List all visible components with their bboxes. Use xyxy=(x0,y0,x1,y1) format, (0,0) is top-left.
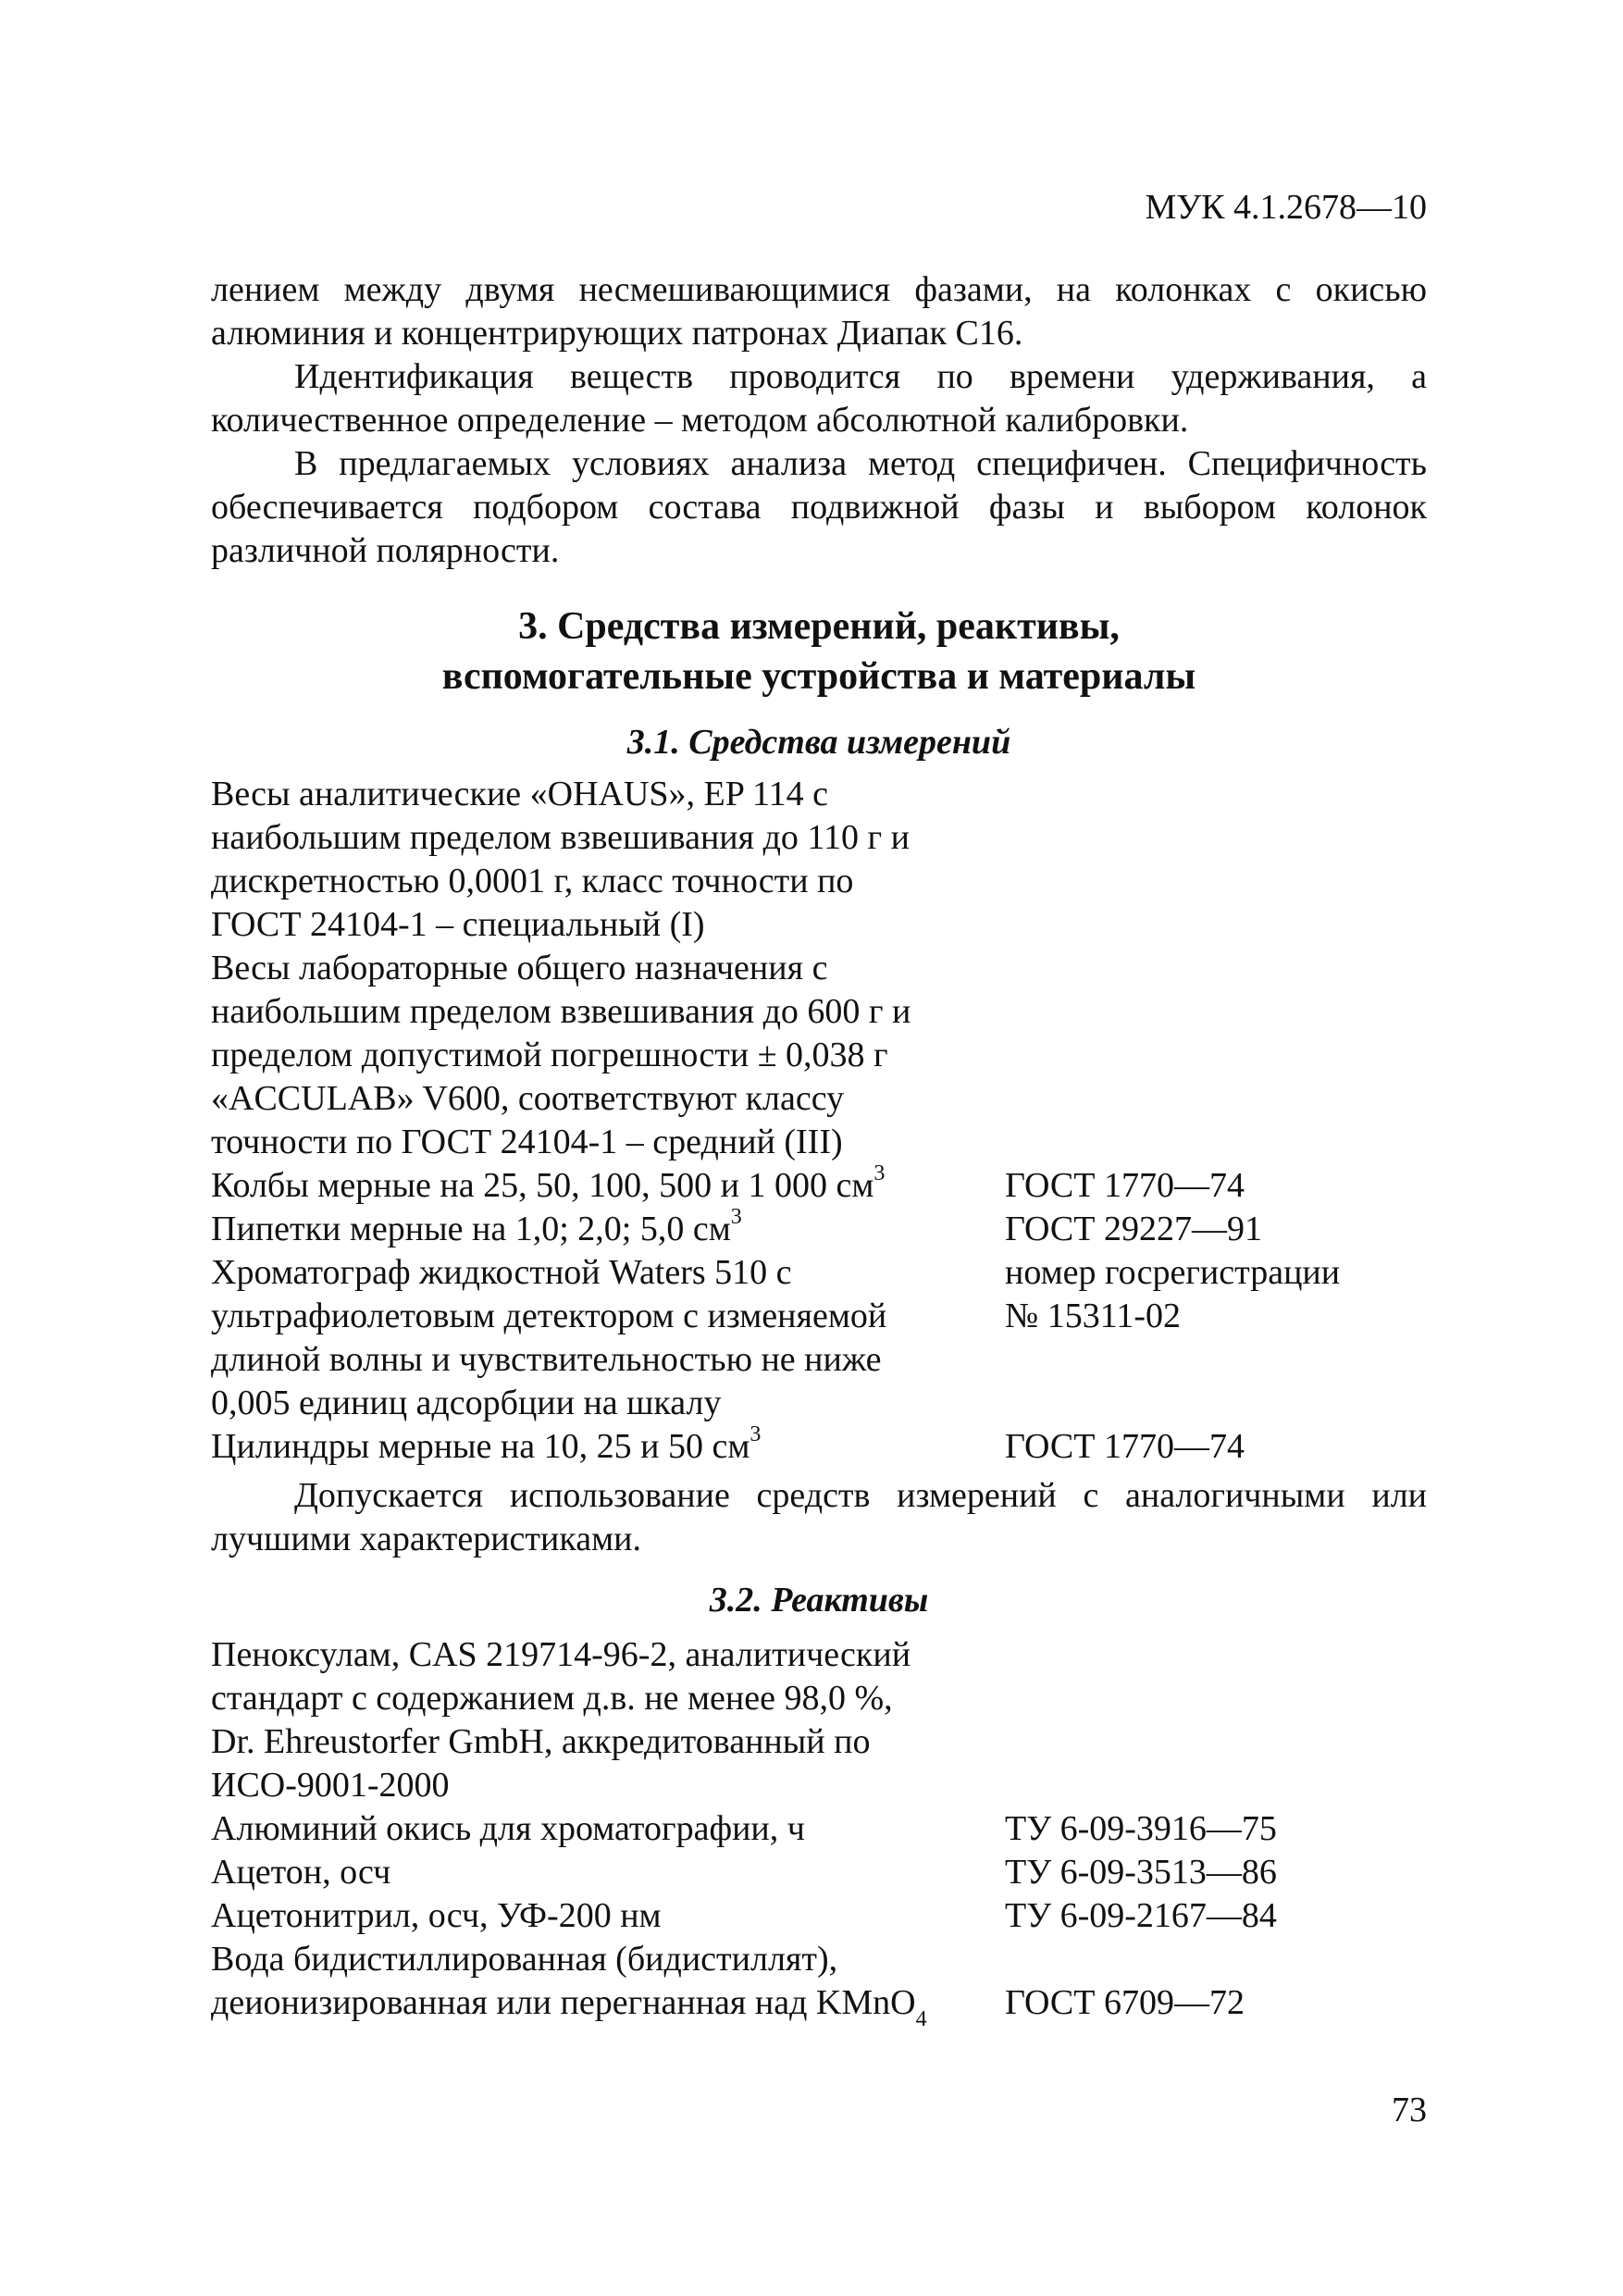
item-text-line: ИСО-9001-2000 xyxy=(211,1766,450,1805)
item-text-line: точности по ГОСТ 24104-1 – средний (III) xyxy=(211,1123,843,1161)
item-text-line: дискретностью 0,0001 г, класс точности по xyxy=(211,862,854,900)
item-text-line: пределом допустимой погрешности ± 0,038 г xyxy=(211,1036,888,1074)
item-text-line: Ацетон, осч xyxy=(211,1853,391,1892)
item-text-line: Пипетки мерные на 1,0; 2,0; 5,0 $см^3$ xyxy=(211,1205,742,1248)
page-number: 73 xyxy=(1392,2091,1427,2129)
list-item xyxy=(211,1807,1427,1851)
list-item xyxy=(211,1422,1427,1469)
item-text-line: Весы аналитические «OHAUS», EP 114 с xyxy=(211,775,828,813)
section-3-heading-line-2: вспомогательные устройства и материалы xyxy=(441,655,1196,698)
item-text-line: наибольшим пределом взвешивания до 600 г и xyxy=(211,992,911,1031)
intro-paragraph-2: Идентификация веществ проводится по времени удерживания, а количественное определение – методом абсолютной калибровки. xyxy=(211,357,1427,440)
item-text-line: длиной волны и чувствительностью не ниже xyxy=(211,1340,882,1379)
item-text-line: ГОСТ 24104-1 – специальный (I) xyxy=(211,905,705,944)
list-item xyxy=(211,773,1427,947)
document-code: МУК 4.1.2678—10 xyxy=(1145,188,1427,227)
item-text-line: 0,005 единиц адсорбции на шкалу xyxy=(211,1384,722,1422)
item-standard-ref: ТУ 6-09-3513—86 xyxy=(1005,1853,1277,1892)
section-3-heading xyxy=(211,602,1427,701)
item-standard-ref: ГОСТ 1770—74 xyxy=(1005,1166,1245,1205)
item-text-line: Ацетонитрил, осч, УФ-200 нм xyxy=(211,1896,662,1935)
intro-text xyxy=(211,268,1427,573)
item-text-line: Dr. Ehreustorfer GmbH, аккредитованный по xyxy=(211,1722,871,1761)
instruments-note xyxy=(211,1474,1427,1561)
item-text-line: «ACCULAB» V600, соответствуют классу xyxy=(211,1079,845,1118)
item-text-line: стандарт с содержанием д.в. не менее 98,0 %, xyxy=(211,1679,893,1718)
item-text-line: Колбы мерные на 25, 50, 100, 500 и 1 000 $см^3$ xyxy=(211,1161,886,1205)
item-standard-ref: ТУ 6-09-3916—75 xyxy=(1005,1809,1277,1848)
list-item xyxy=(211,1894,1427,1938)
item-text-line: Цилиндры мерные на 10, 25 и 50 $см^3$ xyxy=(211,1422,762,1466)
list-item xyxy=(211,1938,1427,2031)
intro-paragraph-1: лением между двумя несмешивающимися фазами, на колонках с окисью алюминия и концентрирующих патронах Диапак С16. xyxy=(211,270,1427,353)
item-standard-ref: ГОСТ 6709—72 xyxy=(1005,1983,1245,2022)
item-text-line: Хроматограф жидкостной Waters 510 с xyxy=(211,1253,792,1292)
item-text-line: Весы лабораторные общего назначения с xyxy=(211,949,828,987)
item-text-line: Алюминий окись для хроматографии, ч xyxy=(211,1809,805,1848)
reagents-list xyxy=(211,1633,1427,2031)
subsection-3-1-heading: 3.1. Средства измерений xyxy=(626,723,1011,762)
subsection-3-2-heading: 3.2. Реактивы xyxy=(709,1581,929,1620)
item-standard-ref: ГОСТ 1770—74 xyxy=(1005,1427,1245,1466)
item-text-line: Пеноксулам, CAS 219714-96-2, аналитический xyxy=(211,1635,911,1674)
instruments-list xyxy=(211,773,1427,1469)
list-item xyxy=(211,1161,1427,1208)
item-text-line: Вода бидистиллированная (бидистиллят), xyxy=(211,1940,838,1979)
intro-paragraph-3: В предлагаемых условиях анализа метод специфичен. Специфичность обеспечивается подбором состава подвижной фазы и выбором колонок различной полярности. xyxy=(211,444,1427,570)
item-standard-ref: ТУ 6-09-2167—84 xyxy=(1005,1896,1277,1935)
item-text-line: деионизированная или перегнанная над KMnO$_4$ xyxy=(211,1983,927,2031)
section-3-heading-line-1: 3. Средства измерений, реактивы, xyxy=(518,605,1120,648)
item-text-line: наибольшим пределом взвешивания до 110 г и xyxy=(211,818,910,857)
instruments-note-paragraph: Допускается использование средств измерений с аналогичными или лучшими характеристиками. xyxy=(211,1476,1427,1558)
item-text-line: ультрафиолетовым детектором с изменяемой xyxy=(211,1297,887,1335)
list-item xyxy=(211,1205,1427,1251)
list-item xyxy=(211,1251,1427,1425)
list-item xyxy=(211,947,1427,1164)
list-item xyxy=(211,1633,1427,1807)
item-standard-ref: номер госрегистрации № 15311-02 xyxy=(1005,1253,1341,1335)
item-standard-ref: ГОСТ 29227—91 xyxy=(1005,1210,1262,1248)
list-item xyxy=(211,1851,1427,1894)
